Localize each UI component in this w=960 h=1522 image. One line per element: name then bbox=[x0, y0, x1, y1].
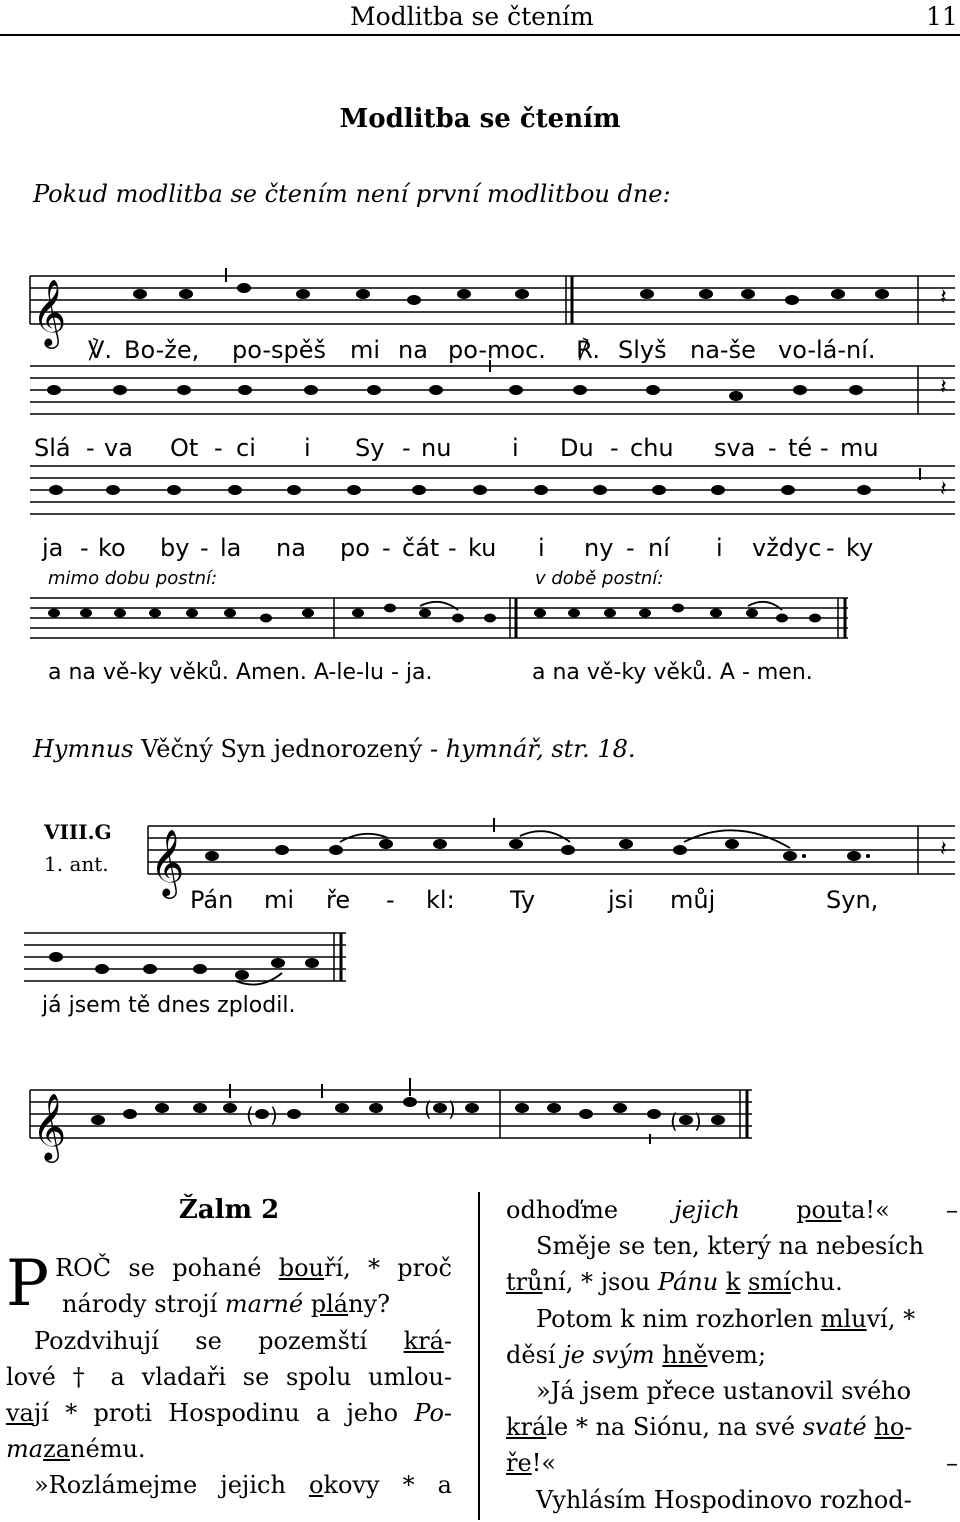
page-number: 11 bbox=[926, 2, 958, 31]
gloria-syllable: sva bbox=[714, 434, 756, 462]
gloria-syllable: i bbox=[512, 434, 519, 462]
psalm-verse: Vyhlásím Hospodinovo rozhod- bbox=[536, 1485, 912, 1514]
versicle-syllable: Bo-že, bbox=[124, 336, 200, 364]
gloria-syllable: ny bbox=[584, 534, 614, 562]
versicle-syllable: po-moc. bbox=[448, 336, 546, 364]
psalm-column-left bbox=[6, 1192, 452, 1504]
antiphon-syllable: kl: bbox=[426, 886, 455, 914]
gloria-hyphen: - bbox=[382, 534, 391, 562]
staff-antiphon-2 bbox=[0, 925, 960, 995]
gloria-hyphen: - bbox=[200, 534, 209, 562]
psalm-verse: »Rozlámejme jejich okovy * a bbox=[34, 1471, 452, 1500]
running-head-title: Modlitba se čtením bbox=[350, 2, 594, 31]
gloria-syllable: ja bbox=[42, 534, 64, 562]
gloria-syllable: va bbox=[104, 434, 133, 462]
staff-gloria-1 bbox=[0, 358, 960, 428]
gloria-hyphen: - bbox=[402, 434, 411, 462]
svg-text:(: ( bbox=[246, 1103, 254, 1127]
antiphon-hyphen: - bbox=[386, 886, 395, 914]
gloria-syllable: té bbox=[788, 434, 813, 462]
svg-text:(: ( bbox=[670, 1109, 678, 1133]
psalm-column-right bbox=[506, 1192, 958, 1518]
column-divider bbox=[478, 1192, 480, 1520]
hymn-name: Věčný Syn jednorozený bbox=[141, 735, 423, 763]
response-sign: ℟. bbox=[576, 336, 601, 364]
antiphon-syllable: Ty bbox=[510, 886, 536, 914]
svg-text:): ) bbox=[694, 1109, 702, 1133]
svg-text:): ) bbox=[448, 1097, 456, 1121]
gloria-syllable: la bbox=[220, 534, 242, 562]
gloria-syllable: chu bbox=[630, 434, 674, 462]
antiphon-line-2: já jsem tě dnes zplodil. bbox=[42, 993, 296, 1018]
psalm-verse: krále * na Siónu, na své svaté ho- bbox=[506, 1413, 913, 1442]
staff-endings bbox=[0, 592, 960, 652]
antiphon-number: 1. ant. bbox=[44, 852, 109, 876]
gloria-syllable: na bbox=[276, 534, 306, 562]
header-rule bbox=[0, 34, 960, 36]
antiphon-syllable: jsi bbox=[608, 886, 634, 914]
gloria-syllable: Slá bbox=[34, 434, 71, 462]
psalm-verse: vají * proti Hospodinu a jeho Po- bbox=[6, 1399, 452, 1428]
staff-gloria-2 bbox=[0, 458, 960, 528]
svg-text:𝄽: 𝄽 bbox=[940, 285, 947, 310]
gloria-hyphen: - bbox=[768, 434, 777, 462]
psalm-title: Žalm 2 bbox=[178, 1195, 280, 1225]
svg-text:𝄞: 𝄞 bbox=[32, 1092, 67, 1160]
gloria-hyphen: - bbox=[826, 534, 835, 562]
versicle-syllable: po-spěš bbox=[232, 336, 327, 364]
ending-lent: a na vě-ky věků. A - men. bbox=[532, 660, 813, 685]
psalm-verse: ře!« – bbox=[506, 1449, 958, 1478]
gloria-syllable: nu bbox=[421, 434, 452, 462]
psalm-verse: Potom k nim rozhorlen mluví, * bbox=[536, 1304, 916, 1333]
svg-text:𝄽: 𝄽 bbox=[940, 375, 947, 400]
response-syllable: Slyš bbox=[618, 336, 667, 364]
gloria-syllable: Ot bbox=[170, 434, 199, 462]
antiphon-syllable: mi bbox=[264, 886, 295, 914]
antiphon-syllable: můj bbox=[670, 886, 716, 914]
staff-psalm-tone bbox=[0, 1074, 960, 1164]
gloria-syllable: vždyc bbox=[752, 534, 822, 562]
response-syllable: vo-lá-ní. bbox=[778, 336, 876, 364]
psalm-verse: odhoďme jejich pouta!« – bbox=[506, 1196, 958, 1224]
antiphon-syllable: Syn, bbox=[826, 886, 879, 914]
staff-antiphon-1 bbox=[0, 810, 960, 896]
gloria-syllable: Du bbox=[560, 434, 594, 462]
gloria-syllable: po bbox=[340, 534, 370, 562]
gloria-hyphen: - bbox=[448, 534, 457, 562]
psalm-verse: trůní, * jsou Pánu k smíchu. bbox=[506, 1268, 843, 1297]
gloria-hyphen: - bbox=[610, 434, 619, 462]
gloria-syllable: mu bbox=[840, 434, 879, 462]
hymn-line bbox=[33, 735, 636, 763]
gloria-syllable: čát bbox=[402, 534, 440, 562]
hymn-label: Hymnus bbox=[33, 735, 134, 763]
psalm-verse: Pozdvihují se pozemští krá- bbox=[34, 1326, 452, 1355]
gloria-syllable: ky bbox=[846, 534, 874, 562]
hymn-ref: - hymnář, str. 18. bbox=[429, 735, 636, 763]
psalm-verse: Směje se ten, který na nebesích bbox=[536, 1232, 924, 1261]
gloria-hyphen: - bbox=[626, 534, 635, 562]
versicle-syllable: na bbox=[398, 336, 428, 364]
antiphon-mode: VIII.G bbox=[44, 820, 112, 844]
gloria-syllable: i bbox=[716, 534, 723, 562]
gloria-syllable: ní bbox=[648, 534, 670, 562]
gloria-syllable: by bbox=[160, 534, 190, 562]
gloria-syllable: Sy bbox=[355, 434, 385, 462]
svg-text:𝄽: 𝄽 bbox=[940, 477, 947, 502]
psalm-verse: mazanému. bbox=[6, 1435, 146, 1464]
svg-text:(: ( bbox=[424, 1097, 432, 1121]
gloria-syllable: i bbox=[538, 534, 545, 562]
page-title: Modlitba se čtením bbox=[339, 104, 621, 134]
ending-nonlent: a na vě-ky věků. Amen. A-le-lu - ja. bbox=[48, 660, 433, 685]
rubric-lent: v době postní: bbox=[535, 568, 664, 589]
gloria-hyphen: - bbox=[80, 534, 89, 562]
psalm-verse: národy strojí marné plány? bbox=[62, 1290, 390, 1319]
psalm-verse: »Já jsem přece ustanovil svého bbox=[536, 1377, 912, 1406]
gloria-hyphen: - bbox=[214, 434, 223, 462]
svg-text:𝄞: 𝄞 bbox=[150, 828, 185, 896]
gloria-syllable: i bbox=[304, 434, 311, 462]
dropcap: P bbox=[6, 1247, 50, 1322]
gloria-syllable: ku bbox=[468, 534, 497, 562]
gloria-syllable: ci bbox=[236, 434, 256, 462]
psalm-verse: děsí je svým hněvem; bbox=[506, 1340, 767, 1369]
gloria-hyphen: - bbox=[86, 434, 95, 462]
staff-versicle bbox=[0, 260, 960, 346]
versicle-syllable: mi bbox=[350, 336, 381, 364]
svg-text:𝄽: 𝄽 bbox=[940, 837, 947, 862]
gloria-hyphen: - bbox=[820, 434, 829, 462]
gloria-syllable: ko bbox=[98, 534, 126, 562]
rubric-nonlent: mimo dobu postní: bbox=[48, 568, 218, 589]
rubric-intro: Pokud modlitba se čtením není první modlitbou dne: bbox=[33, 180, 671, 208]
svg-text:𝄞: 𝄞 bbox=[32, 278, 67, 346]
versicle-sign: ℣. bbox=[88, 336, 113, 364]
svg-text:): ) bbox=[270, 1103, 278, 1127]
antiphon-syllable: Pán bbox=[190, 886, 234, 914]
psalm-verse: lové † a vladaři se spolu umlou- bbox=[6, 1362, 452, 1391]
psalm-verse: ROČ se pohané bouří, * proč bbox=[55, 1254, 452, 1283]
antiphon-syllable: ře bbox=[326, 886, 351, 914]
response-syllable: na-še bbox=[690, 336, 756, 364]
